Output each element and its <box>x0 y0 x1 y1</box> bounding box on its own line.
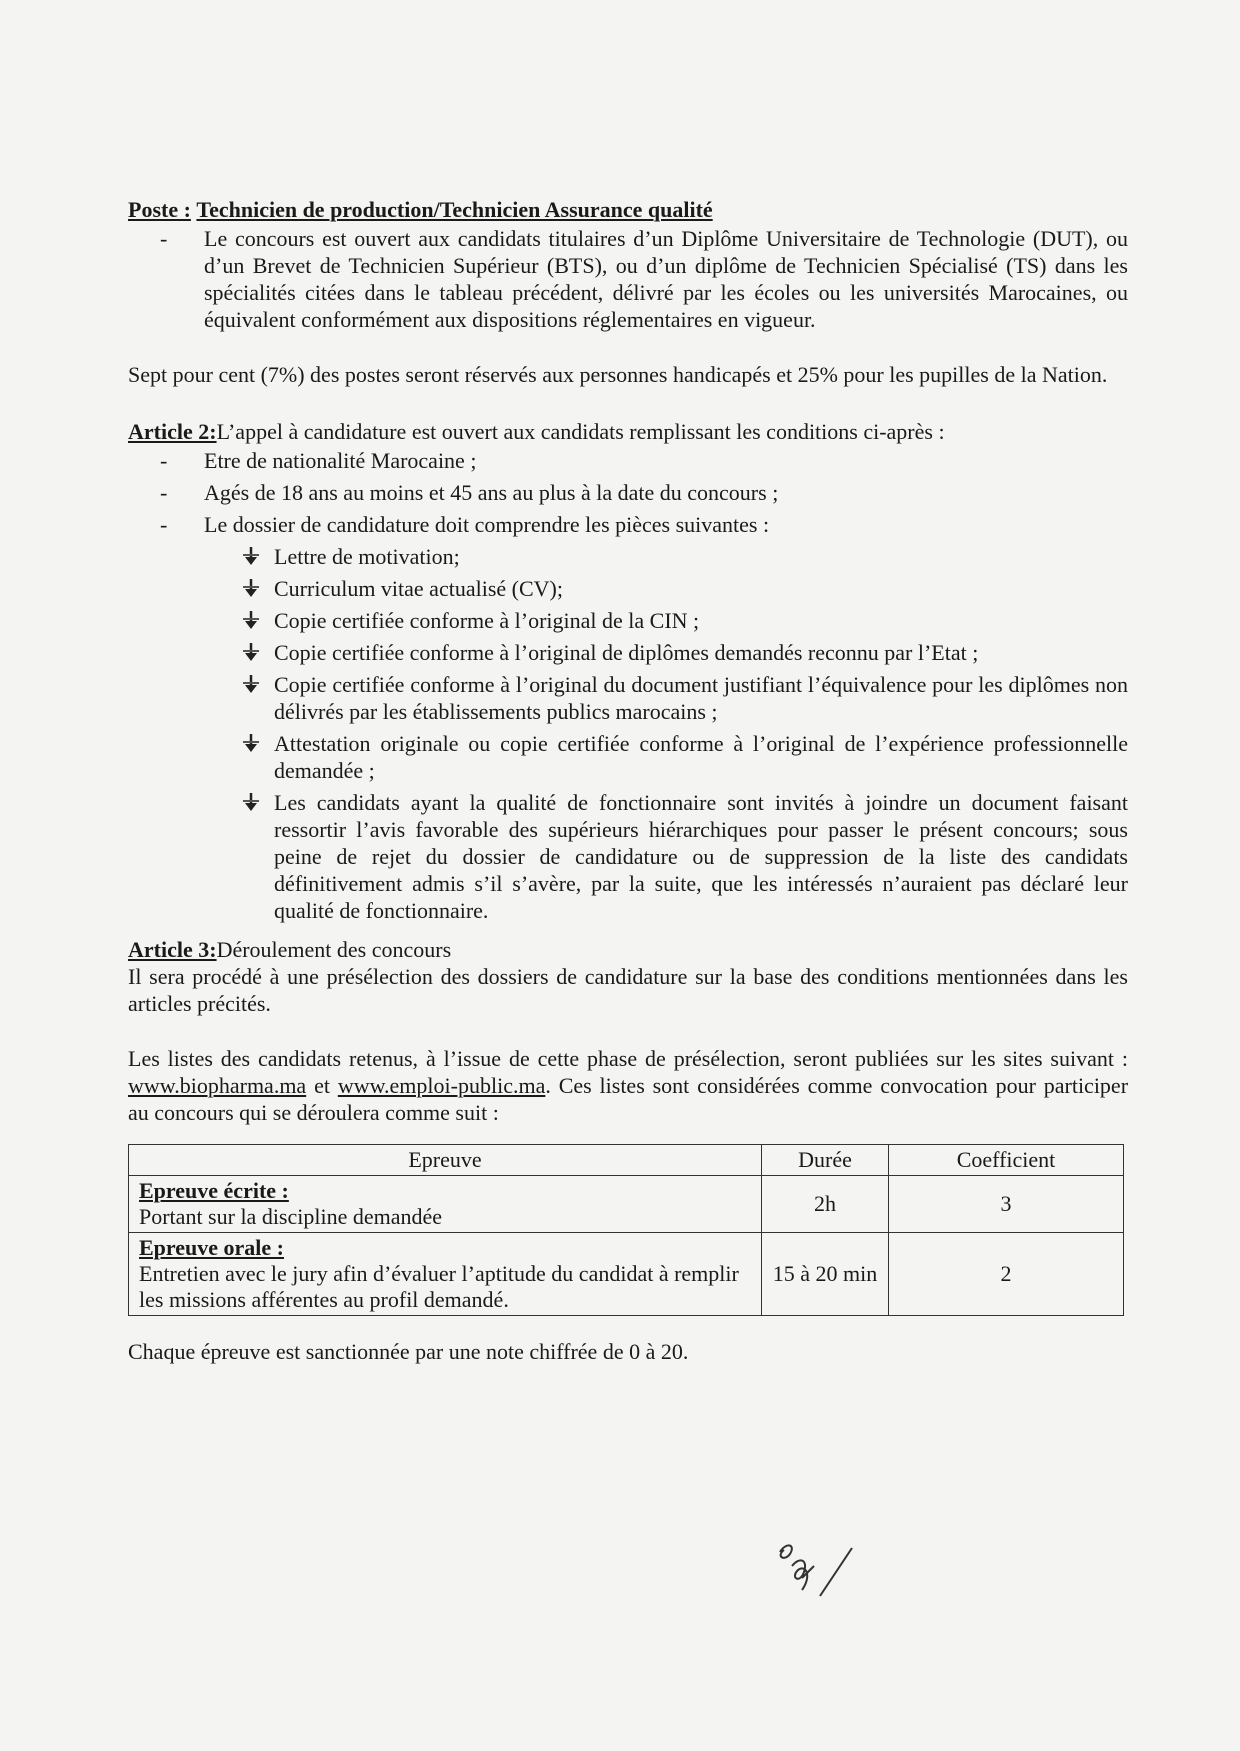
down-arrow-bullet-icon <box>242 642 260 662</box>
epreuves-table <box>128 1144 1124 1316</box>
biopharma-link[interactable]: www.biopharma.ma <box>128 1073 307 1098</box>
piece-item: Copie certifiée conforme à l’original de la CIN ; <box>128 607 1128 634</box>
header-coefficient: Coefficient <box>889 1145 1124 1176</box>
article2-label: Article 2: <box>128 419 217 444</box>
piece-item: Curriculum vitae actualisé (CV); <box>128 575 1128 602</box>
piece-item: Copie certifiée conforme à l’original du document justifiant l’équivalence pour les diplômes non délivrés par les établissements publics marocains ; <box>128 671 1128 725</box>
down-arrow-bullet-icon <box>242 610 260 630</box>
piece-item: Lettre de motivation; <box>128 543 1128 570</box>
footer-note: Chaque épreuve est sanctionnée par une note chiffrée de 0 à 20. <box>128 1339 689 1364</box>
article2-condition-item: - Le dossier de candidature doit comprendre les pièces suivantes : <box>128 511 1128 538</box>
poste-title: Technicien de production/Technicien Assurance qualité <box>196 197 713 222</box>
epreuve-description: Entretien avec le jury afin d’évaluer l’aptitude du candidat à remplir les missions afférentes au profil demandé. <box>139 1261 739 1312</box>
article2-intro: L’appel à candidature est ouvert aux candidats remplissant les conditions ci-après : <box>216 419 945 444</box>
poste-label: Poste : <box>128 197 191 222</box>
poste-condition-item: - Le concours est ouvert aux candidats titulaires d’un Diplôme Universitaire de Technologie (DUT), ou d’un Brevet de Technicien Supérieur (BTS), ou d’un diplôme de Technicien Spécialisé (TS) dans les spécialités citées dans le tableau précédent, délivré par les écoles ou les universités Marocaines, ou équivalent conformément aux dispositions réglementaires en vigueur. <box>128 225 1128 333</box>
article2-condition-item: - Etre de nationalité Marocaine ; <box>128 447 1128 474</box>
down-arrow-bullet-icon <box>242 674 260 694</box>
article3-title: Déroulement des concours <box>216 937 452 962</box>
piece-item: Les candidats ayant la qualité de fonctionnaire sont invités à joindre un document faisant ressortir l’avis favorable des supérieurs hiérarchiques pour passer le présent concours; sous peine de rejet du dossier de candidature ou de suppression de la liste des candidats définitivement admis s’il s’avère, par la suite, que les intéressés n’auraient pas déclaré leur qualité de fonctionnaire. <box>128 789 1128 924</box>
piece-item: Attestation originale ou copie certifiée conforme à l’original de l’expérience professionnelle demandée ; <box>128 730 1128 784</box>
duree-cell: 15 à 20 min <box>762 1233 889 1316</box>
epreuve-title: Epreuve orale : <box>139 1235 285 1260</box>
quota-paragraph: Sept pour cent (7%) des postes seront réservés aux personnes handicapés et 25% pour les pupilles de la Nation. <box>128 362 1108 387</box>
pieces-list <box>128 543 1128 924</box>
header-epreuve: Epreuve <box>129 1145 762 1176</box>
poste-conditions-list <box>128 225 1128 333</box>
article2-heading <box>128 418 1128 445</box>
header-duree: Durée <box>762 1145 889 1176</box>
down-arrow-bullet-icon <box>242 792 260 812</box>
table-row <box>129 1176 1124 1233</box>
down-arrow-bullet-icon <box>242 733 260 753</box>
down-arrow-bullet-icon <box>242 578 260 598</box>
poste-heading <box>128 196 1128 223</box>
document-content <box>128 196 1128 1365</box>
article2-condition-item: - Agés de 18 ans au moins et 45 ans au plus à la date du concours ; <box>128 479 1128 506</box>
signature-mark <box>772 1538 862 1608</box>
emploi-public-link[interactable]: www.emploi-public.ma <box>337 1073 546 1098</box>
piece-item: Copie certifiée conforme à l’original de diplômes demandés reconnu par l’Etat ; <box>128 639 1128 666</box>
table-row <box>129 1233 1124 1316</box>
article3-label: Article 3: <box>128 937 217 962</box>
article3-heading <box>128 936 1128 963</box>
epreuve-title: Epreuve écrite : <box>139 1178 289 1203</box>
article2-conditions-list <box>128 447 1128 538</box>
preselection-paragraph: Il sera procédé à une présélection des dossiers de candidature sur la base des conditions mentionnées dans les articles précités. <box>128 964 1128 1016</box>
epreuve-cell <box>129 1233 762 1316</box>
coefficient-cell: 3 <box>889 1176 1124 1233</box>
coefficient-cell: 2 <box>889 1233 1124 1316</box>
epreuve-cell <box>129 1176 762 1233</box>
epreuve-description: Portant sur la discipline demandée <box>139 1204 443 1229</box>
table-header-row <box>129 1145 1124 1176</box>
duree-cell: 2h <box>762 1176 889 1233</box>
listes-paragraph: Les listes des candidats retenus, à l’issue de cette phase de présélection, seront publiées sur les sites suivant : www.biopharma.ma et www.emploi-public.ma. Ces listes sont considérées comme convocation pour participer au concours qui se déroulera comme suit : <box>128 1046 1129 1125</box>
down-arrow-bullet-icon <box>242 546 260 566</box>
